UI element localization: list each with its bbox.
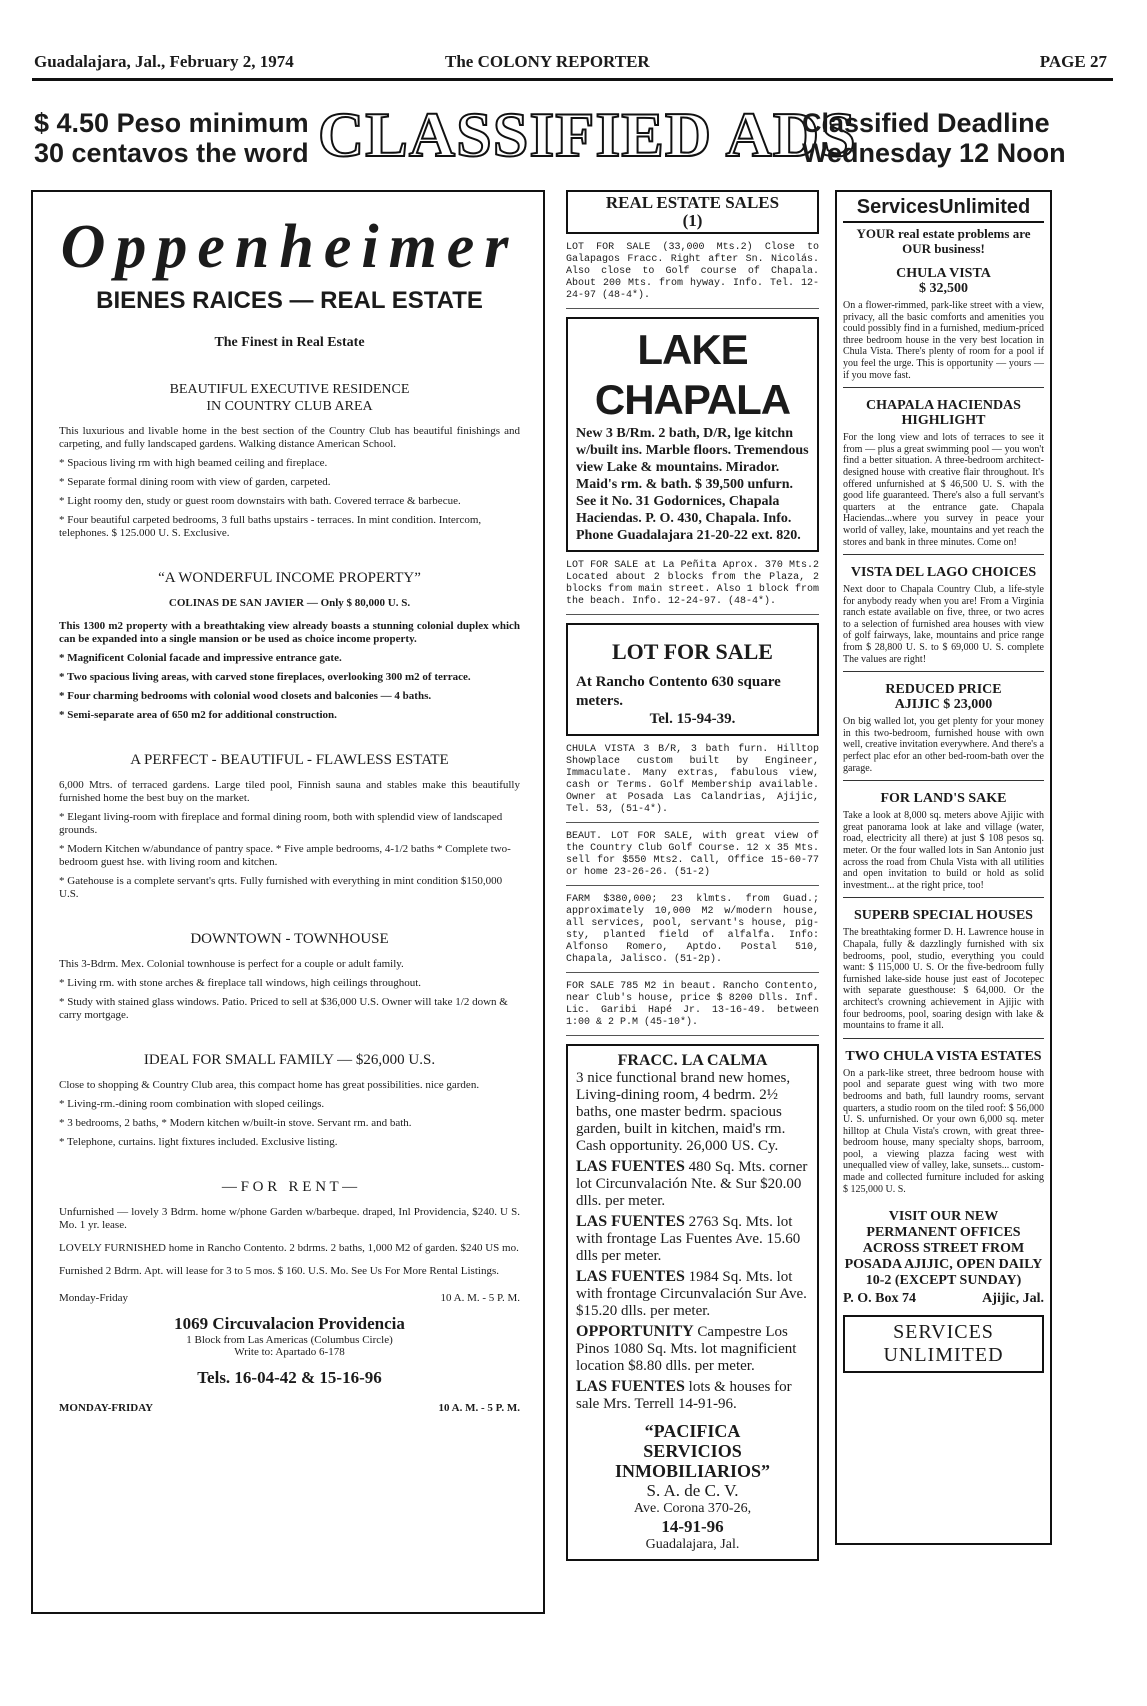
listing-body: Campestre Los Pinos 1080 Sq. Mts. lot magnificient location $8.80 dlls. per meter. — [576, 1324, 797, 1374]
rate-per-word: 30 centavos the word — [34, 138, 309, 168]
listing-bullet: * Four beautiful carpeted bedrooms, 3 full baths upstairs - terraces. In mint condition. Intercom, telephones. $ 125.000 U. S. Exclusive. — [59, 514, 482, 539]
listing-title: CHULA VISTA — [896, 266, 991, 281]
header-rule — [32, 78, 1113, 81]
listing-bullet: * 3 bedrooms, 2 baths, * Modern kitchen w/built-in stove. Servant rm. and bath. — [59, 1117, 412, 1129]
listing-name: LAS FUENTES — [576, 1378, 685, 1395]
ad-headline: LOT FOR SALE — [612, 639, 773, 664]
listing-text: 6,000 Mtrs. of terraced gardens. Large tiled pool, Finnish sauna and stables make this beautifully furnished home the best buy on the market. — [59, 779, 520, 804]
listing-bullet: * Light roomy den, study or guest room downstairs with bath. Covered terrace & barbecue. — [59, 495, 461, 507]
classified-ad: BEAUT. LOT FOR SALE, with great view of the Country Club Golf Course. 12 x 35 Mts. sell for $550 Mts2. Call, Office 15-60-77 or home 23-26-26. (51-2) — [566, 831, 819, 886]
divider — [843, 780, 1044, 781]
office-notice: VISIT OUR NEW PERMANENT OFFICES ACROSS STREET FROM POSADA AJIJIC, OPEN DAILY 10-2 (EXCEPT SUNDAY) — [844, 1209, 1043, 1289]
ad-listing — [576, 1323, 809, 1375]
agency-name-line: SERVICIOS — [643, 1441, 742, 1461]
ad-listing — [576, 1268, 809, 1320]
listing-text: On a flower-rimmed, park-like street with a view, privacy, all the basic comforts and amenities you could possibly find in a furnished, medium-priced three bedroom house in the very best location in Chula Vista. There's plenty of room for a pool if you feel the urge. This is opportunity — yours — if you move fast. — [843, 300, 1044, 381]
listing-text: This 3-Bdrm. Mex. Colonial townhouse is perfect for a couple or adult family. — [59, 958, 404, 970]
contact-line — [843, 1291, 1044, 1307]
lot-for-sale-ad — [566, 623, 819, 736]
agency-name — [576, 1421, 809, 1481]
listing-text: Close to shopping & Country Club area, this compact home has great possibilities. nice garden. — [59, 1079, 480, 1091]
listing-title: “A WONDERFUL INCOME PROPERTY” — [158, 570, 421, 586]
listing-body: 1984 Sq. Mts. lot with frontage Circunvalación Sur Ave. $15.20 dlls. per meter. — [576, 1269, 807, 1319]
lake-chapala-ad — [566, 317, 819, 552]
listing-price: $ 32,500 — [919, 281, 968, 296]
listing-bullet: * Gatehouse is a complete servant's qrts. Fully furnished with everything in mint condition $150,000 U.S. — [59, 875, 503, 900]
classified-ad: CHULA VISTA 3 B/R, 3 bath furn. Hilltop Showplace custom built by Engineer, Immaculate. Many extras, fabulous view, cash or Terms. Golf Membership available. Owner at Posada Las Calandrias, Ajijic, Tel. 53, (51-4*). — [566, 744, 819, 823]
agency-city: Guadalajara, Jal. — [645, 1537, 740, 1552]
ad-slogan: YOUR real estate problems are OUR business! — [856, 226, 1031, 256]
divider — [843, 671, 1044, 672]
listing-text: For the long view and lots of terraces to see it from — plus a great swimming pool — you won't find a better situation. A three-bedroom architect-designed house with creative flair throughout. It's offered unfurnished at $ 46,500 U. S. with the good life guaranteed. There's also a full servant's quarters at the entrance gate. Chapala Haciendas...where you survey in peace your world of valley, lake, mountains and yet reach the stores and bank in three minutes. Come on! — [843, 432, 1044, 548]
ad-body: At Rancho Contento 630 square meters. — [576, 674, 781, 709]
tagline: The Finest in Real Estate — [214, 335, 365, 350]
section-number: (1) — [682, 211, 703, 230]
fracc-la-calma-ad — [566, 1044, 819, 1561]
listing-title: SUPERB SPECIAL HOUSES — [854, 908, 1033, 924]
services-unlimited-ad — [835, 190, 1052, 1545]
listing-bullet: * Elegant living-room with fireplace and formal dining room, both with splendid view of landscaped grounds. — [59, 811, 503, 836]
phone-numbers: Tels. 16-04-42 & 15-16-96 — [197, 1368, 382, 1387]
listing-bullet: * Semi-separate area of 650 m2 for additional construction. — [59, 709, 337, 721]
agency-name-line: “PACIFICA — [644, 1421, 741, 1441]
office-address: 1069 Circuvalacion Providencia — [174, 1314, 405, 1333]
listing-name: OPPORTUNITY — [576, 1323, 694, 1340]
listing-name: LAS FUENTES — [576, 1213, 685, 1230]
listing-title: IDEAL FOR SMALL FAMILY — $26,000 U.S. — [143, 1052, 436, 1068]
deadline-day: Wednesday 12 Noon — [802, 138, 1066, 168]
classified-ad: LOT FOR SALE at La Peñita Aprox. 370 Mts.2 Located about 2 blocks from the Plaza, 2 blocks from main street. Also 1 block from the beach. Info. 12-24-97. (48-4*). — [566, 560, 819, 615]
agency-phone: 14-91-96 — [661, 1517, 724, 1536]
listing-bullet: * Separate formal dining room with view of garden, carpeted. — [59, 476, 331, 488]
oppenheimer-ad — [31, 190, 545, 1614]
listing-body: 2763 Sq. Mts. lot with frontage Las Fuentes Ave. 15.60 dlls per meter. — [576, 1214, 801, 1264]
brand-subtitle: BIENES RAICES — REAL ESTATE — [96, 287, 483, 314]
agency-address: Ave. Corona 370-26, — [633, 1501, 752, 1516]
listing-name: LAS FUENTES — [576, 1158, 685, 1175]
listing-bullet: * Living rm. with stone arches & fireplace tall windows, high ceilings throughout. — [59, 977, 422, 989]
ad-body: New 3 B/Rm. 2 bath, D/R, lge kitchn w/built ins. Marble floors. Tremendous view Lake & mountains. Mirador. Maid's rm. & bath. $ 39,500 unfurn. See it No. 31 Godornices, Chapala Haciendas. P. O. 430, Chapala. Info. Phone Guadalajara 21-20-22 ext. 820. — [576, 426, 809, 543]
brand-name: Oppenheimer — [60, 213, 519, 281]
deadline-label: Classified Deadline — [802, 108, 1050, 138]
classified-ad: LOT FOR SALE (33,000 Mts.2) Close to Galapagos Fracc. Right after Sn. Nicolás. Also close to Golf course of Chapala. About 200 Mts. from hyway. Info. Tel. 12-24-97 (48-4*). — [566, 242, 819, 309]
listing-title: A PERFECT - BEAUTIFUL - FLAWLESS ESTATE — [130, 752, 449, 768]
rent-title: — F O R R E N T — — [221, 1179, 358, 1195]
rent-listing: Furnished 2 Bdrm. Apt. will lease for 3 to 5 mos. $ 160. U.S. Mo. See Us For More Rental Listings. — [59, 1265, 499, 1277]
divider — [843, 897, 1044, 898]
listing-bullet: * Magnificent Colonial facade and impressive entrance gate. — [59, 652, 342, 664]
listing-bullet: * Living-rm.-dining room combination with sloped ceilings. — [59, 1098, 325, 1110]
listing-title: CHAPALA HACIENDAS HIGHLIGHT — [866, 398, 1021, 429]
ad-title: ServicesUnlimited — [843, 196, 1044, 223]
listing-name: LAS FUENTES — [576, 1268, 685, 1285]
section-header — [566, 190, 819, 234]
ad-listing — [576, 1378, 809, 1413]
listing-bullet: * Study with stained glass windows. Patio. Priced to sell at $36,000 U.S. Owner will take 1/2 down & carry mortgage. — [59, 996, 508, 1021]
ad-listing — [576, 1158, 809, 1210]
divider — [843, 1038, 1044, 1039]
listing-title-line: BEAUTIFUL EXECUTIVE RESIDENCE — [169, 382, 410, 397]
hours-time: 10 A. M. - 5 P. M. — [438, 1402, 520, 1414]
listing-text: On big walled lot, you get plenty for your money in this two-bedroom, furnished house with own well, creative invitation everywhere. And there's a perfect plac efor an other bed-room-bath over the garage. — [843, 716, 1044, 774]
listing-title: FOR LAND'S SAKE — [880, 791, 1007, 807]
ad-headline: FRACC. LA CALMA — [617, 1052, 768, 1069]
mailing-address: Write to: Apartado 6-178 — [234, 1346, 345, 1358]
agency-name-line: INMOBILIARIOS” — [614, 1461, 771, 1481]
po-box: P. O. Box 74 — [843, 1291, 916, 1307]
listing-text: Take a look at 8,000 sq. meters above Ajijic with great panorama look at lake and village (water, road, electricity all there) at just $ 108 pesos sq. meter. Or the four walled lots in San Antonio just across the road from Chula Vista with all utilities and open invitation to build or hold as solid investment... at the right price, too! — [843, 810, 1044, 891]
ad-headline: LAKE CHAPALA — [594, 326, 791, 423]
section-title: REAL ESTATE SALES — [605, 193, 780, 212]
listing-text: Next door to Chapala Country Club, a life-style for anybody ready when you are! From a Virginia ranch estate available on five, three, or two acres to a selection of furnished area houses with view of golf fairways, lake, mountains and price range from $ 28,800 U. S. to $ 69,000 U. S. complete The values are right! — [843, 584, 1044, 665]
rate-minimum: $ 4.50 Peso minimum — [34, 108, 309, 138]
listing-text: The breathtaking former D. H. Lawrence house in Chapala, fully & dazzlingly furnished with six bedrooms, pool, studio, everything you could want: $ 115,000 U. S. Or the five-bedroom fully furnished lake-side house just east of Jocotepec with separate guesthouse: $ 64,000. Or the architect's crowning achievement in Ajijic with four bedrooms, pool, soaring design with lake & mountains to frame it all. — [843, 927, 1044, 1032]
ad-phone: Tel. 15-94-39. — [649, 711, 736, 727]
listing-title — [59, 381, 520, 415]
listing-bullet: * Spacious living rm with high beamed ceiling and fireplace. — [59, 457, 328, 469]
divider — [843, 554, 1044, 555]
listing-title-line: IN COUNTRY CLUB AREA — [206, 399, 373, 414]
listing-bullet: * Modern Kitchen w/abundance of pantry space. * Five ample bedrooms, 4-1/2 baths * Complete two-bedroom guest hse. with living room and kitchen. — [59, 843, 511, 868]
hours-time: 10 A. M. - 5 P. M. — [440, 1292, 520, 1304]
rent-listing: LOVELY FURNISHED home in Rancho Contento. 2 bdrms. 2 baths, 1,000 M2 of garden. $240 US mo. — [59, 1242, 519, 1254]
listing-body: lots & houses for sale Mrs. Terrell 14-91-96. — [576, 1379, 792, 1412]
rate-info — [34, 108, 309, 168]
newspaper-name: The COLONY REPORTER — [445, 52, 650, 71]
listing-bullet: * Telephone, curtains. light fixtures included. Exclusive listing. — [59, 1136, 338, 1148]
listing-text: On a park-like street, three bedroom house with pool and separate guest wing with two more bedrooms and bath, full laundry rooms, servant quarters, a studio room on the tiled roof: $ 56,000 U. S. unfurnished. Or your own 6,000 sq. meter hilltop at Chula Vista's crown, with great three-bedroom house, many specialty shops, barroom, pool, a viewing plazza facing west with unequalled view of valley, lake, sunsets... custom-made and collected furniture included for asking $ 125,000 U. S. — [843, 1067, 1044, 1195]
page-dateline: Guadalajara, Jal., February 2, 1974 — [34, 52, 294, 71]
services-unlimited-logo: SERVICES UNLIMITED — [843, 1315, 1044, 1373]
listing-title: VISTA DEL LAGO CHOICES — [850, 565, 1037, 581]
classified-ads-title: CLASSIFIED ADS — [318, 99, 857, 170]
listing-location: COLINAS DE SAN JAVIER — Only $ 80,000 U. S. — [168, 597, 411, 609]
listing-title: REDUCED PRICE — [885, 682, 1002, 698]
office-hours-footer — [59, 1402, 520, 1414]
classified-ad: FOR SALE 785 M2 in beaut. Rancho Contento, near Club's house, price $ 8200 Dlls. Inf. Lic. Garibi Hapé Jr. 13-16-49. between 1:00 & 2 P.M (45-10*). — [566, 981, 819, 1036]
listing-title: DOWNTOWN - TOWNHOUSE — [190, 931, 389, 947]
listing-bullet: * Four charming bedrooms with colonial wood closets and balconies — 4 baths. — [59, 690, 432, 702]
hours-days: MONDAY-FRIDAY — [59, 1402, 154, 1414]
listing-body: 480 Sq. Mts. corner lot Circunvalación Nte. & Sur $20.00 dlls. per meter. — [576, 1159, 808, 1209]
hours-days: Monday-Friday — [59, 1292, 129, 1304]
rent-listing: Unfurnished — lovely 3 Bdrm. home w/phone Garden w/barbeque. draped, Inl Providencia, $240. U S. Mo. 1 yr. lease. — [59, 1206, 520, 1231]
listing-title: TWO CHULA VISTA ESTATES — [845, 1048, 1042, 1064]
agency-legal: S. A. de C. V. — [646, 1481, 739, 1500]
deadline-info — [802, 108, 1066, 168]
real-estate-sales-column — [566, 190, 819, 1561]
listing-bullet: * Two spacious living areas, with carved stone fireplaces, overlooking 300 m2 of terrace. — [59, 671, 471, 683]
office-hours — [59, 1292, 520, 1304]
listing-text: This luxurious and livable home in the best section of the Country Club has beautiful finishings and carpeting, and fully landscaped gardens. Walking distance American School. — [59, 425, 520, 450]
listing-price: AJIJIC $ 23,000 — [894, 697, 993, 713]
address-landmark: 1 Block from Las Americas (Columbus Circle) — [186, 1334, 393, 1346]
page-number: PAGE 27 — [1039, 52, 1107, 71]
ad-listing — [576, 1213, 809, 1265]
classified-ad: FARM $380,000; 23 klmts. from Guad.; approximately 10,000 M2 w/modern house, all services, pool, servant's house, pig-sty, planted field of alfalfa. Info: Alfonso Romero, Aptdo. Postal 510, Chapala, Jalisco. (51-2p). — [566, 894, 819, 973]
location: Ajijic, Jal. — [982, 1291, 1044, 1307]
ad-body: 3 nice functional brand new homes, Living-dining room, 4 bedrm. 2½ baths, one master bedrm. spacious garden, built in kitchen, maid's rm. Cash opportunity. 26,000 US. Cy. — [576, 1070, 791, 1154]
listing-text: This 1300 m2 property with a breathtaking view already boasts a stunning colonial duplex which can be expanded into a single mansion or be used as choice income property. — [59, 620, 520, 645]
divider — [843, 387, 1044, 388]
